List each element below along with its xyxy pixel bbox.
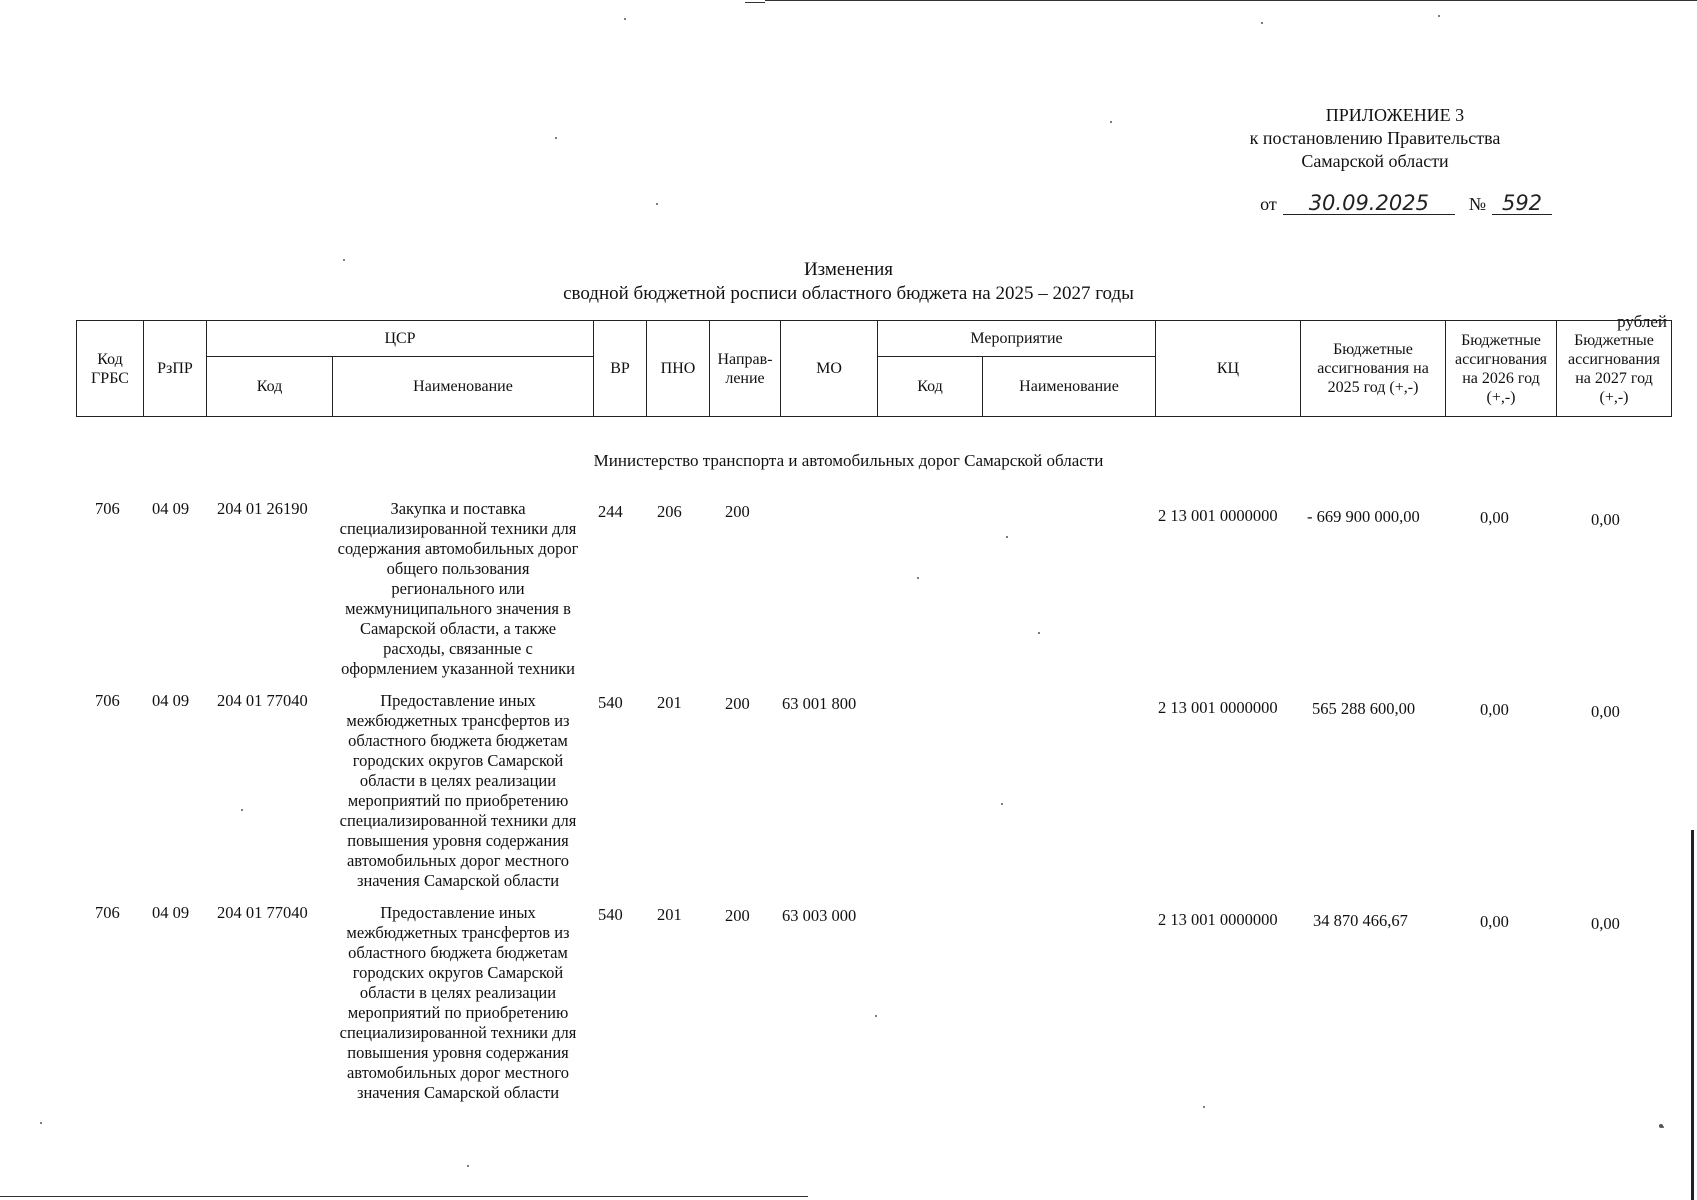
header-csr: ЦСР	[207, 321, 594, 357]
row-2026: 0,00	[1480, 912, 1509, 931]
scan-speck	[624, 18, 626, 20]
annex-line-2: к постановлению Правительства	[1249, 128, 1501, 148]
row-2027: 0,00	[1591, 702, 1620, 721]
header-vr: ВР	[594, 321, 647, 417]
title-line-2: сводной бюджетной росписи областного бюджета на 2025 – 2027 годы	[563, 283, 1134, 304]
row-2027: 0,00	[1591, 914, 1620, 933]
title-line-1: Изменения	[803, 259, 894, 280]
header-event: Мероприятие	[878, 321, 1156, 357]
scan-speck	[1001, 803, 1003, 805]
header-csr-code: Код	[207, 357, 333, 417]
scan-speck	[656, 203, 658, 205]
row-kc: 2 13 001 0000000	[1158, 506, 1278, 525]
row-csr-code: 204 01 77040	[217, 903, 308, 922]
scan-speck	[1438, 15, 1440, 17]
row-2025: - 669 900 000,00	[1307, 507, 1420, 526]
header-csr-name: Наименование	[333, 357, 594, 417]
header-kc: КЦ	[1156, 321, 1301, 417]
row-direction: 200	[725, 694, 750, 713]
row-vr: 540	[598, 905, 623, 924]
row-kc: 2 13 001 0000000	[1158, 698, 1278, 717]
ministry-heading: Министерство транспорта и автомобильных дорог Самарской области	[593, 451, 1104, 470]
row-2026: 0,00	[1480, 700, 1509, 719]
scan-bottom-rule	[0, 1196, 808, 1197]
row-2025: 565 288 600,00	[1312, 699, 1416, 718]
row-csr-name: Предоставление иных межбюджетных трансфертов из областного бюджета бюджетам городских округов Самарской области в целях реализации мероприятий по приобретению специализированной техники для повышения уровня содержания автомобильных дорог местного значения Самарской области	[339, 903, 577, 1102]
row-rzpr: 04 09	[152, 691, 190, 710]
header-event-code: Код	[878, 357, 983, 417]
scan-top-rule	[765, 0, 1697, 1]
row-mo: 63 001 800	[782, 694, 857, 713]
header-direction: Направ-ление	[710, 321, 781, 417]
from-label: от	[1260, 194, 1277, 214]
row-rzpr: 04 09	[152, 903, 190, 922]
annex-title: ПРИЛОЖЕНИЕ 3	[1325, 105, 1465, 125]
scan-speck	[555, 137, 557, 139]
scan-speck	[40, 1122, 42, 1124]
number-label: №	[1468, 194, 1486, 214]
document-title	[0, 258, 1697, 306]
scan-speck	[917, 577, 919, 579]
header-grbs: Код ГРБС	[77, 321, 144, 417]
row-csr-code: 204 01 77040	[217, 691, 308, 710]
currency-unit: рублей	[1617, 312, 1667, 331]
scan-speck	[875, 1015, 877, 1017]
scan-speck	[1110, 121, 1112, 123]
scan-speck	[1006, 536, 1008, 538]
header-pno: ПНО	[647, 321, 710, 417]
row-csr-name: Предоставление иных межбюджетных трансфертов из областного бюджета бюджетам городских округов Самарской области в целях реализации мероприятий по приобретению специализированной техники для повышения уровня содержания автомобильных дорог местного значения Самарской области	[339, 691, 577, 890]
row-mo: 63 003 000	[782, 906, 857, 925]
annex-block	[1205, 104, 1545, 173]
row-grbs: 706	[95, 691, 120, 710]
handwritten-date: 30.09.2025	[1283, 192, 1455, 215]
scan-speck	[1203, 1106, 1205, 1108]
resolution-date-line	[1260, 192, 1552, 215]
header-mo: МО	[781, 321, 878, 417]
row-2027: 0,00	[1591, 510, 1620, 529]
scan-speck	[467, 1165, 469, 1167]
row-csr-code: 204 01 26190	[217, 499, 308, 518]
row-csr-name: Закупка и поставка специализированной техники для содержания автомобильных дорог общего пользования регионального или межмуниципального значения в Самарской области, а также расходы, связанные с оформлением указанной техники	[337, 499, 579, 678]
scan-right-edge	[1691, 830, 1694, 1200]
header-2026: Бюджетные ассигнования на 2026 год (+,-)	[1446, 321, 1557, 417]
row-rzpr: 04 09	[152, 499, 190, 518]
header-rzpr: РзПР	[144, 321, 207, 417]
row-direction: 200	[725, 906, 750, 925]
row-kc: 2 13 001 0000000	[1158, 910, 1278, 929]
row-pno: 206	[657, 502, 682, 521]
row-grbs: 706	[95, 903, 120, 922]
scan-speck	[1659, 1124, 1663, 1128]
scan-speck	[241, 809, 243, 811]
annex-line-3: Самарской области	[1301, 151, 1449, 171]
row-2025: 34 870 466,67	[1313, 911, 1408, 930]
row-vr: 244	[598, 502, 623, 521]
scan-speck	[1261, 22, 1263, 24]
row-2026: 0,00	[1480, 508, 1509, 527]
header-2027: Бюджетные ассигнования на 2027 год (+,-)	[1557, 321, 1672, 417]
row-vr: 540	[598, 693, 623, 712]
scan-top-rule-fragment	[745, 2, 765, 3]
handwritten-number: 592	[1492, 192, 1552, 215]
scan-speck	[343, 259, 345, 261]
row-grbs: 706	[95, 499, 120, 518]
table-header	[76, 320, 1672, 417]
header-event-name: Наименование	[983, 357, 1156, 417]
scan-speck	[1038, 632, 1040, 634]
row-pno: 201	[657, 905, 682, 924]
header-2025: Бюджетные ассигнования на 2025 год (+,-)	[1301, 321, 1446, 417]
row-pno: 201	[657, 693, 682, 712]
row-direction: 200	[725, 502, 750, 521]
